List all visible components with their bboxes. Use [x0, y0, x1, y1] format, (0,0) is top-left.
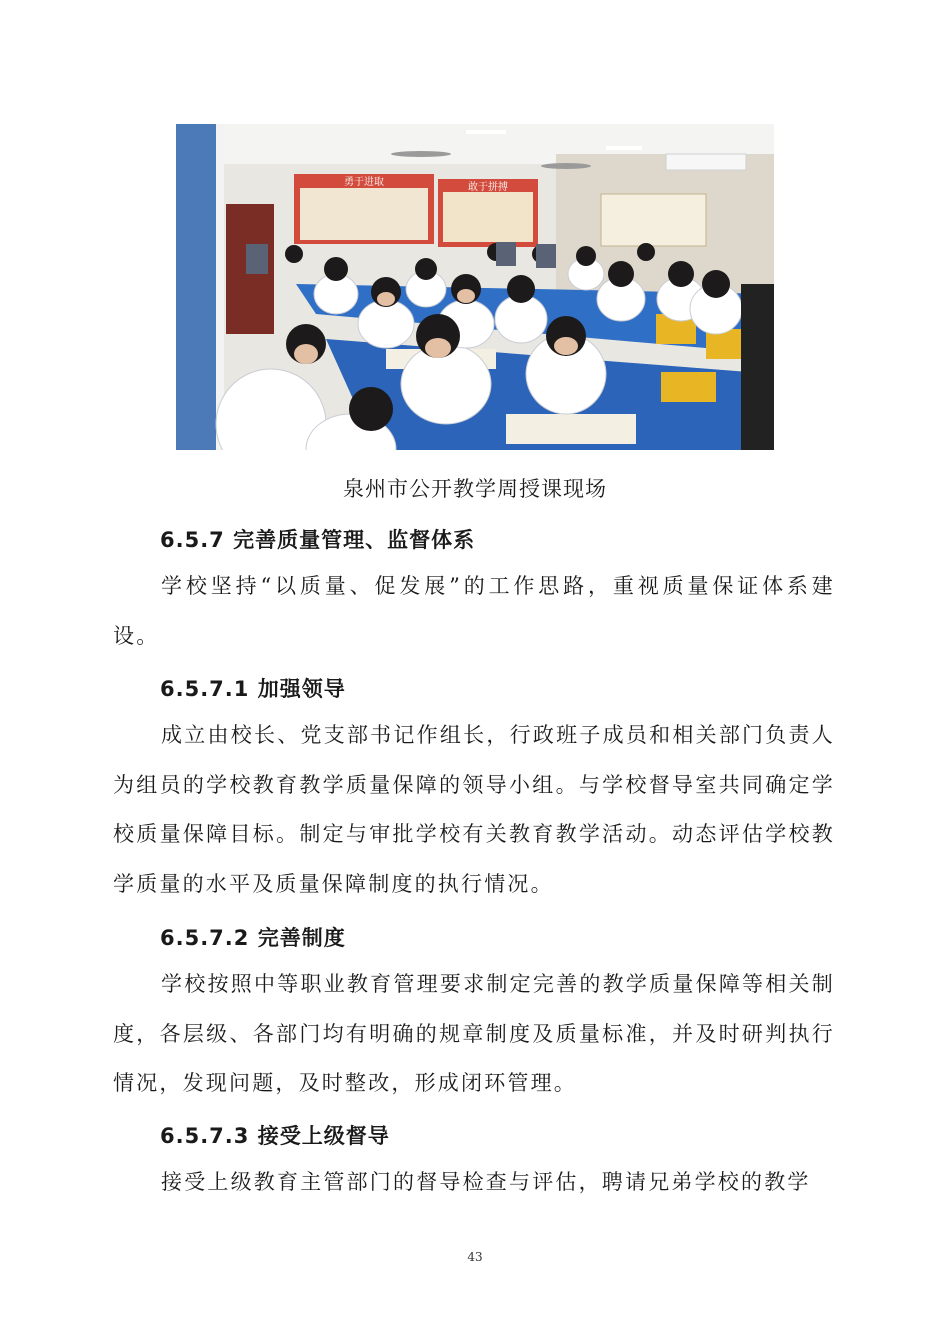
heading-6-5-7-1: 6.5.7.1 加强领导: [160, 677, 346, 701]
photo-caption: 泉州市公开教学周授课现场: [343, 477, 607, 501]
classroom-photo-illustration: [176, 124, 774, 450]
page-number: 43: [467, 1250, 483, 1264]
classroom-photo: [176, 124, 774, 450]
paragraph-6-5-7-2: 学校按照中等职业教育管理要求制定完善的教学质量保障等相关制度，各层级、各部门均有明确的规章制度及质量标准，并及时研判执行情况，发现问题，及时整改，形成闭环管理。: [113, 972, 835, 1095]
banner-left-text: 勇于进取: [344, 177, 384, 188]
paragraph-6-5-7-3: 接受上级教育主管部门的督导检查与评估，聘请兄弟学校的教学: [161, 1170, 811, 1194]
paragraph-6-5-7: 学校坚持“以质量、促发展”的工作思路，重视质量保证体系建设。: [113, 574, 835, 648]
heading-6-5-7-3: 6.5.7.3 接受上级督导: [160, 1124, 390, 1148]
paragraph-6-5-7-1: 成立由校长、党支部书记作组长，行政班子成员和相关部门负责人为组员的学校教育教学质量保障的领导小组。与学校督导室共同确定学校质量保障目标。制定与审批学校有关教育教学活动。动态评估学校教学质量的水平及质量保障制度的执行情况。: [113, 723, 835, 896]
heading-6-5-7: 6.5.7 完善质量管理、监督体系: [160, 528, 476, 552]
heading-6-5-7-2: 6.5.7.2 完善制度: [160, 926, 346, 950]
banner-right-text: 敢于拼搏: [468, 182, 508, 193]
